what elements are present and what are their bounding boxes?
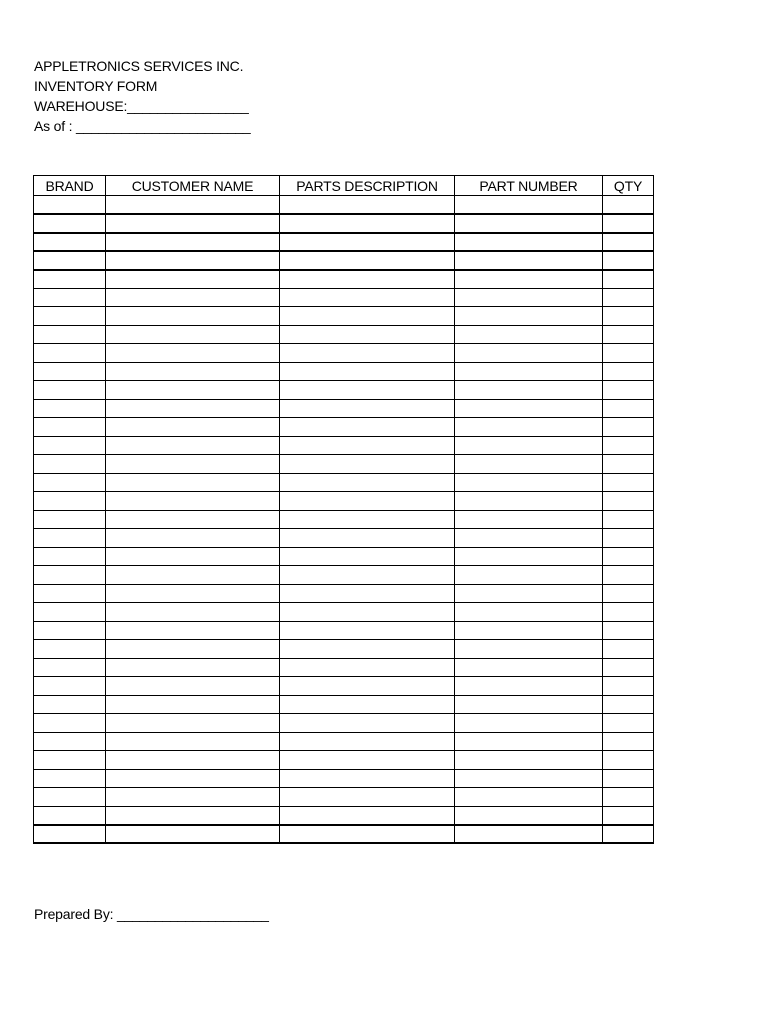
table-row <box>34 695 654 714</box>
cell-parts-description[interactable] <box>280 381 455 400</box>
cell-qty[interactable] <box>603 251 654 270</box>
cell-brand[interactable] <box>34 473 106 492</box>
cell-part-number[interactable] <box>455 473 603 492</box>
cell-customer-name[interactable] <box>106 547 280 566</box>
cell-customer-name[interactable] <box>106 510 280 529</box>
column-header-customer-name: CUSTOMER NAME <box>106 176 280 196</box>
cell-qty[interactable] <box>603 825 654 844</box>
table-row <box>34 251 654 270</box>
cell-qty[interactable] <box>603 381 654 400</box>
cell-part-number[interactable] <box>455 714 603 733</box>
cell-customer-name[interactable] <box>106 769 280 788</box>
cell-customer-name[interactable] <box>106 695 280 714</box>
table-row <box>34 418 654 437</box>
cell-brand[interactable] <box>34 492 106 511</box>
cell-qty[interactable] <box>603 714 654 733</box>
cell-brand[interactable] <box>34 214 106 233</box>
cell-parts-description[interactable] <box>280 677 455 696</box>
cell-part-number[interactable] <box>455 510 603 529</box>
cell-brand[interactable] <box>34 436 106 455</box>
cell-parts-description[interactable] <box>280 695 455 714</box>
cell-customer-name[interactable] <box>106 288 280 307</box>
table-row <box>34 769 654 788</box>
cell-customer-name[interactable] <box>106 473 280 492</box>
column-header-brand: BRAND <box>34 176 106 196</box>
cell-customer-name[interactable] <box>106 270 280 289</box>
cell-qty[interactable] <box>603 547 654 566</box>
cell-part-number[interactable] <box>455 344 603 363</box>
cell-customer-name[interactable] <box>106 214 280 233</box>
cell-brand[interactable] <box>34 658 106 677</box>
table-row <box>34 344 654 363</box>
cell-brand[interactable] <box>34 806 106 825</box>
cell-parts-description[interactable] <box>280 788 455 807</box>
cell-parts-description[interactable] <box>280 621 455 640</box>
form-header <box>34 56 250 136</box>
cell-parts-description[interactable] <box>280 492 455 511</box>
cell-qty[interactable] <box>603 492 654 511</box>
cell-parts-description[interactable] <box>280 806 455 825</box>
cell-parts-description[interactable] <box>280 566 455 585</box>
cell-brand[interactable] <box>34 566 106 585</box>
cell-part-number[interactable] <box>455 529 603 548</box>
column-header-part-number: PART NUMBER <box>455 176 603 196</box>
table-row <box>34 732 654 751</box>
table-row <box>34 603 654 622</box>
cell-customer-name[interactable] <box>106 751 280 770</box>
cell-parts-description[interactable] <box>280 214 455 233</box>
cell-parts-description[interactable] <box>280 418 455 437</box>
cell-customer-name[interactable] <box>106 344 280 363</box>
cell-customer-name[interactable] <box>106 325 280 344</box>
cell-part-number[interactable] <box>455 547 603 566</box>
cell-brand[interactable] <box>34 399 106 418</box>
table-row <box>34 566 654 585</box>
cell-brand[interactable] <box>34 751 106 770</box>
cell-qty[interactable] <box>603 399 654 418</box>
cell-parts-description[interactable] <box>280 658 455 677</box>
cell-brand[interactable] <box>34 621 106 640</box>
table-row <box>34 677 654 696</box>
cell-parts-description[interactable] <box>280 196 455 215</box>
table-row <box>34 233 654 252</box>
column-header-parts-description: PARTS DESCRIPTION <box>280 176 455 196</box>
cell-customer-name[interactable] <box>106 584 280 603</box>
cell-qty[interactable] <box>603 307 654 326</box>
cell-parts-description[interactable] <box>280 344 455 363</box>
cell-brand[interactable] <box>34 344 106 363</box>
table-row <box>34 214 654 233</box>
cell-part-number[interactable] <box>455 399 603 418</box>
cell-customer-name[interactable] <box>106 455 280 474</box>
cell-parts-description[interactable] <box>280 640 455 659</box>
cell-part-number[interactable] <box>455 436 603 455</box>
table-row <box>34 399 654 418</box>
cell-brand[interactable] <box>34 233 106 252</box>
warehouse-field[interactable]: WAREHOUSE:________________ <box>34 98 249 114</box>
cell-brand[interactable] <box>34 825 106 844</box>
cell-part-number[interactable] <box>455 769 603 788</box>
cell-part-number[interactable] <box>455 695 603 714</box>
table-row <box>34 325 654 344</box>
cell-qty[interactable] <box>603 418 654 437</box>
cell-part-number[interactable] <box>455 677 603 696</box>
cell-part-number[interactable] <box>455 658 603 677</box>
cell-brand[interactable] <box>34 788 106 807</box>
cell-customer-name[interactable] <box>106 714 280 733</box>
cell-brand[interactable] <box>34 307 106 326</box>
table-row <box>34 473 654 492</box>
cell-part-number[interactable] <box>455 492 603 511</box>
cell-qty[interactable] <box>603 455 654 474</box>
cell-brand[interactable] <box>34 640 106 659</box>
cell-parts-description[interactable] <box>280 751 455 770</box>
cell-brand[interactable] <box>34 455 106 474</box>
cell-qty[interactable] <box>603 529 654 548</box>
cell-parts-description[interactable] <box>280 584 455 603</box>
cell-part-number[interactable] <box>455 566 603 585</box>
cell-brand[interactable] <box>34 510 106 529</box>
cell-brand[interactable] <box>34 714 106 733</box>
cell-customer-name[interactable] <box>106 436 280 455</box>
cell-qty[interactable] <box>603 436 654 455</box>
cell-qty[interactable] <box>603 788 654 807</box>
cell-qty[interactable] <box>603 677 654 696</box>
prepared-by-field[interactable]: Prepared By: ____________________ <box>34 906 269 922</box>
table-row <box>34 658 654 677</box>
column-header-qty: QTY <box>603 176 654 196</box>
cell-customer-name[interactable] <box>106 196 280 215</box>
table-row <box>34 825 654 844</box>
cell-parts-description[interactable] <box>280 769 455 788</box>
cell-customer-name[interactable] <box>106 251 280 270</box>
cell-brand[interactable] <box>34 529 106 548</box>
table-row <box>34 751 654 770</box>
cell-customer-name[interactable] <box>106 566 280 585</box>
table-row <box>34 806 654 825</box>
cell-customer-name[interactable] <box>106 658 280 677</box>
cell-customer-name[interactable] <box>106 640 280 659</box>
cell-qty[interactable] <box>603 325 654 344</box>
cell-parts-description[interactable] <box>280 270 455 289</box>
table-row <box>34 510 654 529</box>
cell-qty[interactable] <box>603 196 654 215</box>
cell-part-number[interactable] <box>455 418 603 437</box>
cell-brand[interactable] <box>34 584 106 603</box>
cell-qty[interactable] <box>603 640 654 659</box>
table-row <box>34 436 654 455</box>
table-row <box>34 529 654 548</box>
cell-qty[interactable] <box>603 344 654 363</box>
cell-brand[interactable] <box>34 732 106 751</box>
table-row <box>34 307 654 326</box>
table-row <box>34 381 654 400</box>
cell-parts-description[interactable] <box>280 529 455 548</box>
cell-qty[interactable] <box>603 584 654 603</box>
cell-brand[interactable] <box>34 695 106 714</box>
cell-qty[interactable] <box>603 806 654 825</box>
cell-customer-name[interactable] <box>106 233 280 252</box>
cell-part-number[interactable] <box>455 640 603 659</box>
cell-parts-description[interactable] <box>280 510 455 529</box>
cell-brand[interactable] <box>34 362 106 381</box>
cell-qty[interactable] <box>603 732 654 751</box>
cell-part-number[interactable] <box>455 621 603 640</box>
inventory-table <box>33 175 654 844</box>
table-row <box>34 788 654 807</box>
cell-brand[interactable] <box>34 603 106 622</box>
cell-customer-name[interactable] <box>106 621 280 640</box>
cell-customer-name[interactable] <box>106 307 280 326</box>
cell-qty[interactable] <box>603 473 654 492</box>
table-row <box>34 547 654 566</box>
table-row <box>34 288 654 307</box>
table-row <box>34 362 654 381</box>
cell-parts-description[interactable] <box>280 714 455 733</box>
cell-brand[interactable] <box>34 381 106 400</box>
cell-parts-description[interactable] <box>280 325 455 344</box>
cell-customer-name[interactable] <box>106 677 280 696</box>
cell-brand[interactable] <box>34 288 106 307</box>
cell-brand[interactable] <box>34 769 106 788</box>
cell-brand[interactable] <box>34 196 106 215</box>
cell-part-number[interactable] <box>455 214 603 233</box>
table-row <box>34 640 654 659</box>
cell-parts-description[interactable] <box>280 473 455 492</box>
cell-part-number[interactable] <box>455 233 603 252</box>
cell-brand[interactable] <box>34 677 106 696</box>
cell-customer-name[interactable] <box>106 399 280 418</box>
cell-parts-description[interactable] <box>280 362 455 381</box>
table-row <box>34 584 654 603</box>
cell-brand[interactable] <box>34 325 106 344</box>
cell-customer-name[interactable] <box>106 732 280 751</box>
cell-part-number[interactable] <box>455 603 603 622</box>
cell-parts-description[interactable] <box>280 547 455 566</box>
cell-part-number[interactable] <box>455 825 603 844</box>
cell-parts-description[interactable] <box>280 455 455 474</box>
cell-parts-description[interactable] <box>280 436 455 455</box>
cell-part-number[interactable] <box>455 806 603 825</box>
table-row <box>34 621 654 640</box>
cell-qty[interactable] <box>603 566 654 585</box>
cell-parts-description[interactable] <box>280 603 455 622</box>
cell-qty[interactable] <box>603 695 654 714</box>
cell-qty[interactable] <box>603 751 654 770</box>
cell-part-number[interactable] <box>455 270 603 289</box>
cell-customer-name[interactable] <box>106 418 280 437</box>
cell-customer-name[interactable] <box>106 806 280 825</box>
cell-part-number[interactable] <box>455 455 603 474</box>
table-row <box>34 455 654 474</box>
cell-parts-description[interactable] <box>280 732 455 751</box>
cell-part-number[interactable] <box>455 732 603 751</box>
cell-part-number[interactable] <box>455 751 603 770</box>
cell-part-number[interactable] <box>455 381 603 400</box>
cell-part-number[interactable] <box>455 288 603 307</box>
cell-customer-name[interactable] <box>106 362 280 381</box>
cell-brand[interactable] <box>34 251 106 270</box>
cell-parts-description[interactable] <box>280 233 455 252</box>
cell-customer-name[interactable] <box>106 603 280 622</box>
cell-qty[interactable] <box>603 621 654 640</box>
cell-part-number[interactable] <box>455 251 603 270</box>
cell-customer-name[interactable] <box>106 529 280 548</box>
cell-customer-name[interactable] <box>106 381 280 400</box>
cell-qty[interactable] <box>603 270 654 289</box>
table-row <box>34 270 654 289</box>
cell-part-number[interactable] <box>455 584 603 603</box>
table-row <box>34 196 654 215</box>
table-header-row <box>34 176 654 196</box>
cell-brand[interactable] <box>34 418 106 437</box>
cell-customer-name[interactable] <box>106 825 280 844</box>
cell-parts-description[interactable] <box>280 399 455 418</box>
cell-qty[interactable] <box>603 362 654 381</box>
cell-qty[interactable] <box>603 233 654 252</box>
cell-customer-name[interactable] <box>106 788 280 807</box>
cell-parts-description[interactable] <box>280 288 455 307</box>
cell-parts-description[interactable] <box>280 307 455 326</box>
cell-parts-description[interactable] <box>280 251 455 270</box>
cell-qty[interactable] <box>603 603 654 622</box>
cell-part-number[interactable] <box>455 325 603 344</box>
form-title: INVENTORY FORM <box>34 78 158 94</box>
table-body <box>34 196 654 844</box>
cell-part-number[interactable] <box>455 196 603 215</box>
cell-parts-description[interactable] <box>280 825 455 844</box>
cell-part-number[interactable] <box>455 307 603 326</box>
as-of-field[interactable]: As of : _______________________ <box>34 118 251 134</box>
cell-qty[interactable] <box>603 288 654 307</box>
cell-qty[interactable] <box>603 658 654 677</box>
table-row <box>34 714 654 733</box>
cell-qty[interactable] <box>603 769 654 788</box>
company-name: APPLETRONICS SERVICES INC. <box>34 58 244 74</box>
cell-customer-name[interactable] <box>106 492 280 511</box>
cell-part-number[interactable] <box>455 362 603 381</box>
cell-brand[interactable] <box>34 270 106 289</box>
cell-qty[interactable] <box>603 510 654 529</box>
table-row <box>34 492 654 511</box>
cell-part-number[interactable] <box>455 788 603 807</box>
cell-brand[interactable] <box>34 547 106 566</box>
cell-qty[interactable] <box>603 214 654 233</box>
